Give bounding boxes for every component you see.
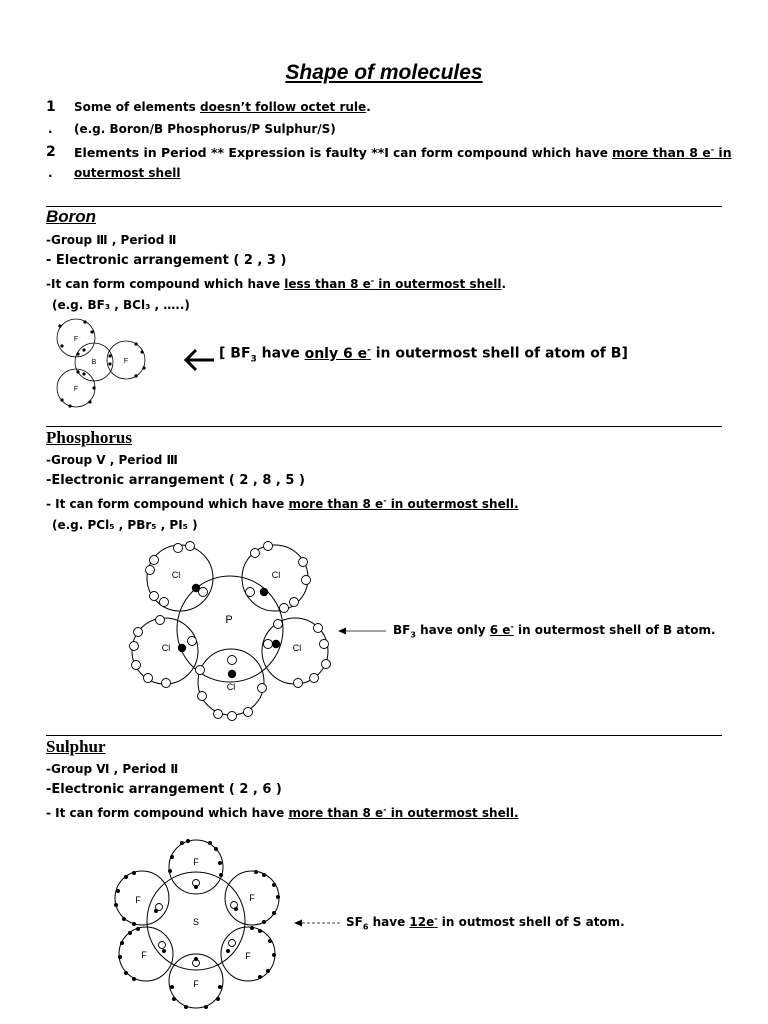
f-label: F — [73, 386, 79, 393]
point-dot-1: . — [48, 122, 53, 136]
phosphorus-rule: - It can form compound which have more than 8 e- in outermost shell. — [46, 496, 519, 511]
phosphorus-example: (e.g. PCl₅ , PBr₅ , PI₅ ) — [52, 518, 198, 532]
bf3-note: [ $BF_3$ have only 6 e- in outermost shell of atom of B] — [219, 345, 628, 365]
f-label: F — [73, 336, 79, 343]
f-label: F — [193, 857, 199, 867]
boron-group: -Group Ⅲ , Period Ⅱ — [46, 233, 177, 247]
sulphur-arrangement: -Electronic arrangement ( 2 , 6 ) — [46, 782, 282, 797]
intro-line-4: outermost shell — [74, 166, 181, 180]
phosphorus-heading: Phosphorus — [46, 428, 132, 447]
cl-label: Cl — [161, 643, 171, 653]
cl-label: Cl — [292, 643, 302, 653]
point-dot-2: . — [48, 166, 53, 180]
section-divider-sulphur — [46, 735, 722, 736]
p-label: P — [225, 614, 233, 626]
sulphur-rule: - It can form compound which have more than 8 e- in outermost shell. — [46, 805, 519, 820]
left-arrow-icon — [292, 917, 342, 929]
sulphur-group: -Group Ⅵ , Period Ⅱ — [46, 762, 179, 776]
sf6-note: $SF_6$ have 12e- in outmost shell of S atom. — [346, 914, 625, 932]
section-divider-phosphorus — [46, 426, 722, 427]
left-arrow-icon — [182, 346, 216, 374]
sf6-diagram — [104, 835, 294, 1020]
intro-line-1: Some of elements doesn’t follow octet rule. — [74, 100, 371, 114]
cl-label: Cl — [226, 682, 236, 692]
cl-label: Cl — [171, 570, 181, 580]
page-title: Shape of molecules — [285, 61, 483, 84]
f-label: F — [123, 358, 129, 365]
left-arrow-icon — [336, 625, 388, 637]
boron-heading: Boron — [46, 207, 97, 226]
phosphorus-arrangement: -Electronic arrangement ( 2 , 8 , 5 ) — [46, 473, 305, 488]
cl-label: Cl — [271, 570, 281, 580]
boron-rule: -It can form compound which have less than 8 e- in outermost shell. — [46, 276, 507, 291]
f-label: F — [141, 950, 147, 960]
f-atom-shell — [115, 871, 169, 925]
intro-line-2: (e.g. Boron/B Phosphorus/P Sulphur/S) — [74, 122, 336, 136]
point-number-2: 2 — [46, 144, 56, 160]
f-label: F — [245, 951, 251, 961]
point-number-1: 1 — [46, 99, 56, 115]
boron-example: (e.g. BF₃ , BCl₃ , …..) — [52, 298, 190, 312]
sulphur-heading: Sulphur — [46, 737, 106, 756]
pcl5-note: $BF_3$ have only 6 e- in outermost shell of B atom. — [393, 622, 716, 640]
intro-line-3: Elements in Period ** Expression is faulty **I can form compound which have more than 8 e- in — [74, 145, 732, 161]
boron-arrangement: - Electronic arrangement ( 2 , 3 ) — [46, 253, 287, 268]
pcl5-diagram — [128, 540, 338, 725]
b-label: B — [91, 359, 97, 366]
phosphorus-group: -Group Ⅴ , Period Ⅲ — [46, 453, 178, 467]
bf3-diagram — [40, 316, 180, 416]
f-label: F — [135, 895, 141, 905]
f-label: F — [193, 979, 199, 989]
f-label: F — [249, 893, 255, 903]
s-label: S — [192, 917, 200, 927]
section-divider-boron — [46, 206, 722, 207]
